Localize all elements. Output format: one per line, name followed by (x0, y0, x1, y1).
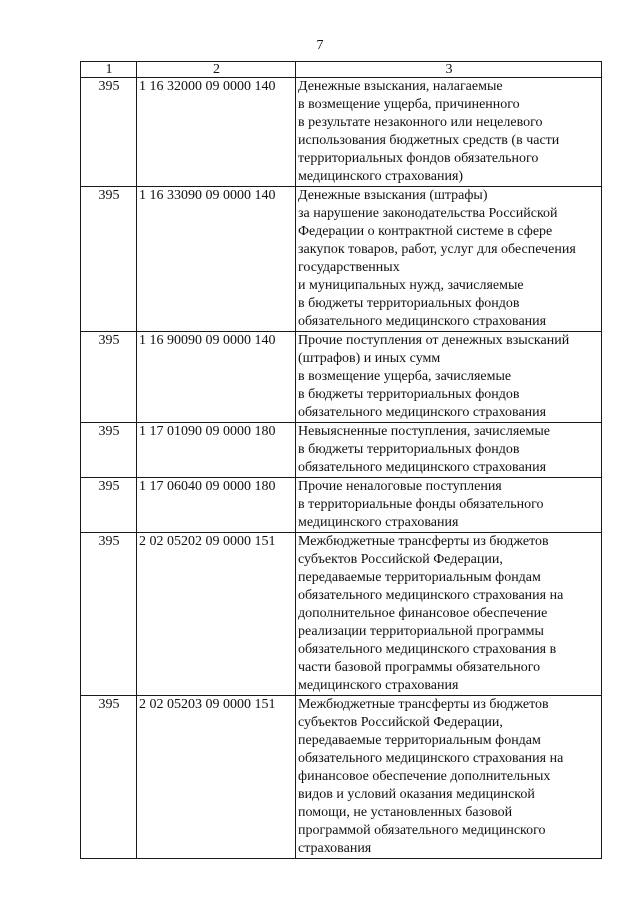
revenue-name-line: территориальных фондов обязательного (298, 151, 539, 166)
revenue-name-line: дополнительное финансовое обеспечение (298, 606, 548, 621)
table-header-row (81, 62, 602, 78)
table-row (81, 78, 602, 187)
table-row (81, 533, 602, 696)
revenue-name-cell (296, 478, 602, 533)
revenue-name-line: помощи, не установленных базовой (298, 805, 513, 820)
revenue-name-line: в бюджеты территориальных фондов (298, 387, 520, 402)
revenue-name-line: Невыясненные поступления, зачисляемые (298, 424, 550, 439)
revenue-name-line: медицинского страхования) (298, 169, 464, 184)
revenue-name-cell (296, 187, 602, 332)
revenue-name-line: в бюджеты территориальных фондов (298, 442, 520, 457)
revenue-name-line: Денежные взыскания (штрафы) (298, 188, 488, 203)
revenue-name-line: Прочие поступления от денежных взысканий (298, 333, 570, 348)
revenue-name-line: обязательного медицинского страхования на (298, 588, 564, 603)
revenue-name-line: реализации территориальной программы (298, 624, 544, 639)
revenue-name-line: медицинского страхования (298, 515, 459, 530)
revenue-name-line: финансовое обеспечение дополнительных (298, 769, 551, 784)
admin-code-cell: 395 (81, 332, 137, 423)
revenue-name-line: части базовой программы обязательного (298, 660, 541, 675)
revenue-name-line: Прочие неналоговые поступления (298, 479, 502, 494)
admin-code-cell: 395 (81, 478, 137, 533)
revenue-name-line: передаваемые территориальным фондам (298, 570, 541, 585)
budget-classification-code-cell: 1 16 32000 09 0000 140 (137, 78, 296, 187)
revenue-name-line: страхования (298, 841, 372, 856)
revenue-name-line: использования бюджетных средств (в части (298, 133, 560, 148)
budget-classification-code-cell: 2 02 05202 09 0000 151 (137, 533, 296, 696)
budget-classification-code-cell: 1 16 33090 09 0000 140 (137, 187, 296, 332)
revenue-name-cell (296, 533, 602, 696)
admin-code-cell: 395 (81, 423, 137, 478)
revenue-name-line: закупок товаров, работ, услуг для обеспечения (298, 242, 576, 257)
revenue-name-line: Межбюджетные трансферты из бюджетов (298, 534, 549, 549)
revenue-name-line: в возмещение ущерба, зачисляемые (298, 369, 512, 384)
budget-classification-code-cell: 2 02 05203 09 0000 151 (137, 696, 296, 859)
revenue-name-line: обязательного медицинского страхования (298, 314, 547, 329)
budget-classification-code-cell: 1 17 06040 09 0000 180 (137, 478, 296, 533)
revenue-name-line: государственных (298, 260, 400, 275)
table-row (81, 478, 602, 533)
revenue-name-line: (штрафов) и иных сумм (298, 351, 441, 366)
admin-code-cell: 395 (81, 187, 137, 332)
revenue-name-line: Федерации о контрактной системе в сфере (298, 224, 553, 239)
revenue-name-line: передаваемые территориальным фондам (298, 733, 541, 748)
revenue-name-line: Денежные взыскания, налагаемые (298, 79, 503, 94)
column-header-3: 3 (296, 62, 602, 78)
revenue-name-cell (296, 78, 602, 187)
admin-code-cell: 395 (81, 78, 137, 187)
page-number: 7 (316, 38, 324, 53)
admin-code-cell: 395 (81, 533, 137, 696)
revenue-name-line: в бюджеты территориальных фондов (298, 296, 520, 311)
revenue-name-line: видов и условий оказания медицинской (298, 787, 535, 802)
revenue-name-line: субъектов Российской Федерации, (298, 715, 503, 730)
revenue-name-line: обязательного медицинского страхования (298, 460, 547, 475)
revenue-name-cell (296, 332, 602, 423)
table-row (81, 332, 602, 423)
revenue-name-line: обязательного медицинского страхования (298, 405, 547, 420)
column-header-2: 2 (137, 62, 296, 78)
admin-code-cell: 395 (81, 696, 137, 859)
revenue-name-line: медицинского страхования (298, 678, 459, 693)
revenue-name-line: обязательного медицинского страхования на (298, 751, 564, 766)
table-row (81, 696, 602, 859)
revenue-name-line: в возмещение ущерба, причиненного (298, 97, 520, 112)
revenue-name-line: субъектов Российской Федерации, (298, 552, 503, 567)
budget-classification-code-cell: 1 16 90090 09 0000 140 (137, 332, 296, 423)
revenue-name-line: в территориальные фонды обязательного (298, 497, 544, 512)
revenue-name-cell (296, 423, 602, 478)
column-header-1: 1 (81, 62, 137, 78)
table-row (81, 187, 602, 332)
revenue-codes-table (80, 61, 602, 859)
revenue-name-line: за нарушение законодательства Российской (298, 206, 558, 221)
revenue-name-line: Межбюджетные трансферты из бюджетов (298, 697, 549, 712)
revenue-name-line: обязательного медицинского страхования в (298, 642, 557, 657)
table-row (81, 423, 602, 478)
revenue-name-line: в результате незаконного или нецелевого (298, 115, 543, 130)
table-body (81, 78, 602, 859)
revenue-name-cell (296, 696, 602, 859)
budget-classification-code-cell: 1 17 01090 09 0000 180 (137, 423, 296, 478)
revenue-name-line: программой обязательного медицинского (298, 823, 546, 838)
revenue-name-line: и муниципальных нужд, зачисляемые (298, 278, 524, 293)
